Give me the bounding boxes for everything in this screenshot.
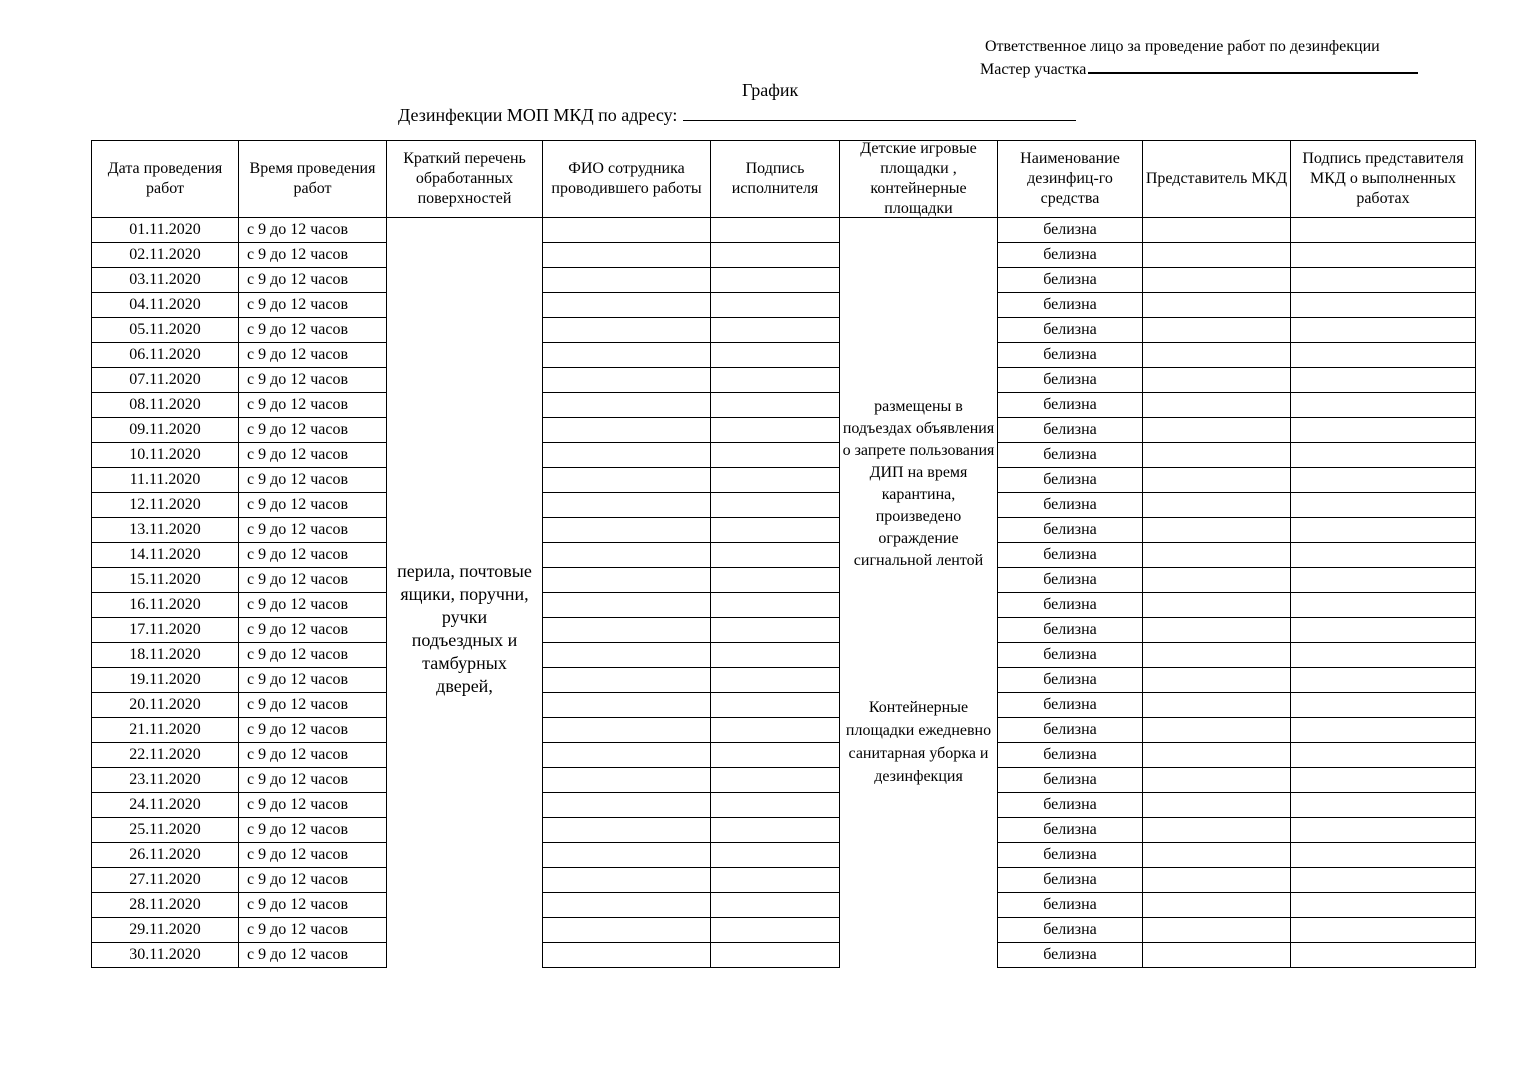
employee-cell[interactable] [543,893,711,918]
time-cell: с 9 до 12 часов [239,843,387,868]
table-row [92,843,1476,868]
agent-cell: белизна [998,543,1143,568]
signature-cell[interactable] [711,418,840,443]
date-cell: 10.11.2020 [92,443,239,468]
agent-cell: белизна [998,568,1143,593]
time-cell: с 9 до 12 часов [239,743,387,768]
rep-signature-cell[interactable] [1291,643,1476,668]
date-cell: 09.11.2020 [92,418,239,443]
table-row [92,918,1476,943]
employee-cell[interactable] [543,218,711,243]
rep-signature-cell[interactable] [1291,218,1476,243]
rep-signature-cell[interactable] [1291,543,1476,568]
agent-cell: белизна [998,643,1143,668]
date-cell: 25.11.2020 [92,818,239,843]
rep-signature-cell[interactable] [1291,368,1476,393]
rep-signature-cell[interactable] [1291,343,1476,368]
signature-cell[interactable] [711,918,840,943]
header-row [92,141,1476,218]
date-cell: 03.11.2020 [92,268,239,293]
signature-cell[interactable] [711,393,840,418]
date-cell: 13.11.2020 [92,518,239,543]
agent-cell: белизна [998,818,1143,843]
time-cell: с 9 до 12 часов [239,218,387,243]
surfaces-cell [387,218,543,968]
date-cell: 01.11.2020 [92,218,239,243]
date-cell: 26.11.2020 [92,843,239,868]
col-playgrounds: Детские игровые площадки , контейнерные площадки [840,141,998,218]
employee-cell[interactable] [543,443,711,468]
date-cell: 29.11.2020 [92,918,239,943]
rep-signature-cell[interactable] [1291,893,1476,918]
rep-signature-cell[interactable] [1291,618,1476,643]
signature-cell[interactable] [711,518,840,543]
table-row [92,368,1476,393]
rep-signature-cell[interactable] [1291,768,1476,793]
agent-cell: белизна [998,318,1143,343]
employee-cell[interactable] [543,368,711,393]
table-row [92,243,1476,268]
date-cell: 11.11.2020 [92,468,239,493]
employee-cell[interactable] [543,268,711,293]
page-subtitle: Дезинфекции МОП МКД по адресу: [398,105,678,125]
representative-cell[interactable] [1143,668,1291,693]
agent-cell: белизна [998,493,1143,518]
signature-cell[interactable] [711,668,840,693]
time-cell: с 9 до 12 часов [239,868,387,893]
agent-cell: белизна [998,593,1143,618]
time-cell: с 9 до 12 часов [239,518,387,543]
signature-cell[interactable] [711,793,840,818]
table-row [92,443,1476,468]
time-cell: с 9 до 12 часов [239,493,387,518]
agent-cell: белизна [998,368,1143,393]
rep-signature-cell[interactable] [1291,468,1476,493]
date-cell: 23.11.2020 [92,768,239,793]
col-surfaces: Краткий перечень обработанных поверхностей [387,141,543,218]
employee-cell[interactable] [543,693,711,718]
agent-cell: белизна [998,618,1143,643]
page-title: График [742,80,799,100]
agent-cell: белизна [998,343,1143,368]
employee-cell[interactable] [543,643,711,668]
representative-cell[interactable] [1143,218,1291,243]
time-cell: с 9 до 12 часов [239,443,387,468]
representative-cell[interactable] [1143,768,1291,793]
employee-cell[interactable] [543,418,711,443]
employee-cell[interactable] [543,318,711,343]
signature-cell[interactable] [711,318,840,343]
table-row [92,343,1476,368]
table-row [92,818,1476,843]
representative-cell[interactable] [1143,343,1291,368]
date-cell: 19.11.2020 [92,668,239,693]
date-cell: 16.11.2020 [92,593,239,618]
employee-cell[interactable] [543,818,711,843]
representative-cell[interactable] [1143,468,1291,493]
agent-cell: белизна [998,743,1143,768]
time-cell: с 9 до 12 часов [239,718,387,743]
col-time: Время проведения работ [239,141,387,218]
date-cell: 04.11.2020 [92,293,239,318]
surfaces-text: перила, почтовые ящики, поручни, ручки подъездных и тамбурных дверей, [397,561,532,696]
date-cell: 14.11.2020 [92,543,239,568]
agent-cell: белизна [998,793,1143,818]
time-cell: с 9 до 12 часов [239,318,387,343]
time-cell: с 9 до 12 часов [239,543,387,568]
signature-cell[interactable] [711,868,840,893]
employee-cell[interactable] [543,743,711,768]
signature-cell[interactable] [711,743,840,768]
container-note: Контейнерные площадки ежедневно санитарная уборка и дезинфекция [845,699,992,785]
representative-cell[interactable] [1143,643,1291,668]
time-cell: с 9 до 12 часов [239,293,387,318]
agent-cell: белизна [998,243,1143,268]
table-row [92,418,1476,443]
employee-cell[interactable] [543,943,711,968]
employee-cell[interactable] [543,243,711,268]
representative-cell[interactable] [1143,793,1291,818]
time-cell: с 9 до 12 часов [239,768,387,793]
address-blank-line [683,106,1076,121]
agent-cell: белизна [998,518,1143,543]
agent-cell: белизна [998,218,1143,243]
representative-cell[interactable] [1143,543,1291,568]
signature-cell[interactable] [711,843,840,868]
time-cell: с 9 до 12 часов [239,943,387,968]
agent-cell: белизна [998,418,1143,443]
table-row [92,543,1476,568]
representative-cell[interactable] [1143,743,1291,768]
rep-signature-cell[interactable] [1291,293,1476,318]
date-cell: 06.11.2020 [92,343,239,368]
employee-cell[interactable] [543,343,711,368]
date-cell: 28.11.2020 [92,893,239,918]
col-signature: Подпись исполнителя [711,141,840,218]
playgrounds-cell [840,218,998,968]
employee-cell[interactable] [543,843,711,868]
date-cell: 30.11.2020 [92,943,239,968]
signature-cell[interactable] [711,643,840,668]
date-cell: 17.11.2020 [92,618,239,643]
agent-cell: белизна [998,443,1143,468]
table-row [92,668,1476,693]
representative-cell[interactable] [1143,943,1291,968]
rep-signature-cell[interactable] [1291,393,1476,418]
representative-cell[interactable] [1143,893,1291,918]
agent-cell: белизна [998,868,1143,893]
agent-cell: белизна [998,693,1143,718]
rep-signature-cell[interactable] [1291,843,1476,868]
time-cell: с 9 до 12 часов [239,918,387,943]
rep-signature-cell[interactable] [1291,743,1476,768]
date-cell: 22.11.2020 [92,743,239,768]
time-cell: с 9 до 12 часов [239,243,387,268]
agent-cell: белизна [998,943,1143,968]
employee-cell[interactable] [543,918,711,943]
agent-cell: белизна [998,293,1143,318]
representative-cell[interactable] [1143,818,1291,843]
address-line [398,105,1076,126]
agent-cell: белизна [998,268,1143,293]
time-cell: с 9 до 12 часов [239,268,387,293]
responsible-person-label: Ответственное лицо за проведение работ по дезинфекции [985,38,1380,55]
representative-cell[interactable] [1143,843,1291,868]
signature-cell[interactable] [711,593,840,618]
representative-cell[interactable] [1143,718,1291,743]
representative-cell[interactable] [1143,868,1291,893]
representative-cell[interactable] [1143,318,1291,343]
table-row [92,943,1476,968]
table-row [92,268,1476,293]
rep-signature-cell[interactable] [1291,868,1476,893]
representative-cell[interactable] [1143,243,1291,268]
table-row [92,468,1476,493]
representative-cell[interactable] [1143,493,1291,518]
agent-cell: белизна [998,468,1143,493]
time-cell: с 9 до 12 часов [239,368,387,393]
signature-cell[interactable] [711,443,840,468]
master-line [980,60,1418,79]
table-row [92,218,1476,243]
time-cell: с 9 до 12 часов [239,818,387,843]
signature-cell[interactable] [711,543,840,568]
signature-cell[interactable] [711,243,840,268]
employee-cell[interactable] [543,568,711,593]
signature-cell[interactable] [711,768,840,793]
time-cell: с 9 до 12 часов [239,668,387,693]
table-row [92,743,1476,768]
time-cell: с 9 до 12 часов [239,893,387,918]
signature-cell[interactable] [711,693,840,718]
table-row [92,568,1476,593]
employee-cell[interactable] [543,468,711,493]
date-cell: 15.11.2020 [92,568,239,593]
table-row [92,518,1476,543]
rep-signature-cell[interactable] [1291,718,1476,743]
employee-cell[interactable] [543,868,711,893]
time-cell: с 9 до 12 часов [239,793,387,818]
signature-cell[interactable] [711,368,840,393]
agent-cell: белизна [998,393,1143,418]
table-row [92,718,1476,743]
rep-signature-cell[interactable] [1291,518,1476,543]
rep-signature-cell[interactable] [1291,418,1476,443]
representative-cell[interactable] [1143,418,1291,443]
signature-cell[interactable] [711,568,840,593]
table-row [92,768,1476,793]
signature-cell[interactable] [711,718,840,743]
employee-cell[interactable] [543,543,711,568]
rep-signature-cell[interactable] [1291,918,1476,943]
master-label: Мастер участка [980,61,1087,78]
playground-note: размещены в подъездах объявления о запрете пользования ДИП на время карантина, произведено ограждение сигнальной лентой [842,398,995,569]
rep-signature-cell[interactable] [1291,318,1476,343]
signature-cell[interactable] [711,893,840,918]
rep-signature-cell[interactable] [1291,818,1476,843]
employee-cell[interactable] [543,768,711,793]
date-cell: 27.11.2020 [92,868,239,893]
rep-signature-cell[interactable] [1291,668,1476,693]
col-date: Дата проведения работ [92,141,239,218]
representative-cell[interactable] [1143,618,1291,643]
table-row [92,643,1476,668]
table-row [92,393,1476,418]
representative-cell[interactable] [1143,693,1291,718]
employee-cell[interactable] [543,718,711,743]
employee-cell[interactable] [543,293,711,318]
representative-cell[interactable] [1143,368,1291,393]
agent-cell: белизна [998,918,1143,943]
representative-cell[interactable] [1143,593,1291,618]
representative-cell[interactable] [1143,568,1291,593]
date-cell: 21.11.2020 [92,718,239,743]
col-employee: ФИО сотрудника проводившего работы [543,141,711,218]
employee-cell[interactable] [543,593,711,618]
rep-signature-cell[interactable] [1291,593,1476,618]
rep-signature-cell[interactable] [1291,943,1476,968]
table-row [92,593,1476,618]
date-cell: 18.11.2020 [92,643,239,668]
representative-cell[interactable] [1143,268,1291,293]
signature-cell[interactable] [711,618,840,643]
agent-cell: белизна [998,768,1143,793]
signature-cell[interactable] [711,218,840,243]
rep-signature-cell[interactable] [1291,268,1476,293]
col-agent: Наименование дезинфиц-го средства [998,141,1143,218]
time-cell: с 9 до 12 часов [239,618,387,643]
representative-cell[interactable] [1143,918,1291,943]
agent-cell: белизна [998,668,1143,693]
table-row [92,893,1476,918]
agent-cell: белизна [998,718,1143,743]
representative-cell[interactable] [1143,393,1291,418]
representative-cell[interactable] [1143,443,1291,468]
table-row [92,693,1476,718]
agent-cell: белизна [998,893,1143,918]
time-cell: с 9 до 12 часов [239,468,387,493]
col-rep-signature: Подпись представителя МКД о выполненных работах [1291,141,1476,218]
time-cell: с 9 до 12 часов [239,568,387,593]
date-cell: 20.11.2020 [92,693,239,718]
time-cell: с 9 до 12 часов [239,393,387,418]
signature-cell[interactable] [711,268,840,293]
signature-cell[interactable] [711,343,840,368]
table-row [92,868,1476,893]
rep-signature-cell[interactable] [1291,443,1476,468]
rep-signature-cell[interactable] [1291,793,1476,818]
signature-cell[interactable] [711,493,840,518]
time-cell: с 9 до 12 часов [239,418,387,443]
employee-cell[interactable] [543,518,711,543]
date-cell: 08.11.2020 [92,393,239,418]
signature-cell[interactable] [711,818,840,843]
date-cell: 24.11.2020 [92,793,239,818]
agent-cell: белизна [998,843,1143,868]
table-row [92,618,1476,643]
disinfection-schedule-table [91,140,1476,968]
date-cell: 05.11.2020 [92,318,239,343]
employee-cell[interactable] [543,793,711,818]
date-cell: 07.11.2020 [92,368,239,393]
time-cell: с 9 до 12 часов [239,593,387,618]
signature-cell[interactable] [711,468,840,493]
time-cell: с 9 до 12 часов [239,693,387,718]
employee-cell[interactable] [543,668,711,693]
date-cell: 12.11.2020 [92,493,239,518]
employee-cell[interactable] [543,493,711,518]
master-signature-line [1088,60,1418,74]
employee-cell[interactable] [543,618,711,643]
table-row [92,318,1476,343]
time-cell: с 9 до 12 часов [239,643,387,668]
signature-cell[interactable] [711,293,840,318]
rep-signature-cell[interactable] [1291,493,1476,518]
date-cell: 02.11.2020 [92,243,239,268]
table-row [92,293,1476,318]
representative-cell[interactable] [1143,293,1291,318]
rep-signature-cell[interactable] [1291,568,1476,593]
time-cell: с 9 до 12 часов [239,343,387,368]
table-row [92,493,1476,518]
rep-signature-cell[interactable] [1291,243,1476,268]
employee-cell[interactable] [543,393,711,418]
representative-cell[interactable] [1143,518,1291,543]
col-representative: Представитель МКД [1143,141,1291,218]
rep-signature-cell[interactable] [1291,693,1476,718]
table-row [92,793,1476,818]
signature-cell[interactable] [711,943,840,968]
